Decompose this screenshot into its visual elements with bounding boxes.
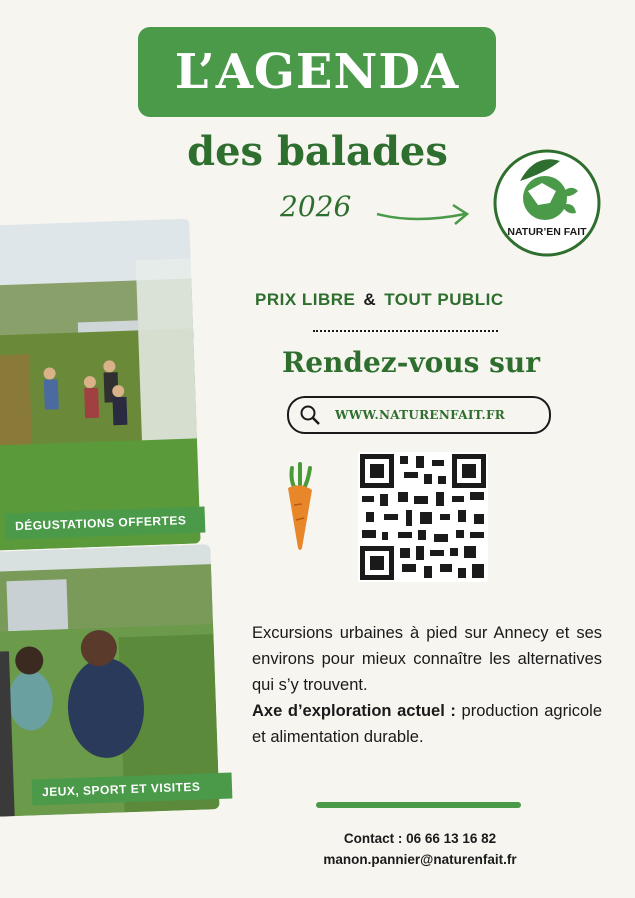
contact-email[interactable]: manon.pannier@naturenfait.fr [323,852,517,867]
price-audience-line [255,290,504,310]
price-label: PRIX LIBRE [255,290,356,309]
axis-label: Axe d’exploration actuel : [252,702,456,720]
year-label: 2026 [280,190,352,223]
axis-text: production agricole et alimentation durable. [252,702,603,746]
ampersand: & [363,290,377,309]
garden-photo-tasting [0,219,201,551]
website-url: WWW.NATURENFAIT.FR [335,408,506,422]
visits-tag: JEUX, SPORT ET VISITES [32,773,233,806]
tasting-tag: DÉGUSTATIONS OFFERTES [5,507,206,540]
naturenfait-logo [490,143,605,258]
page-subtitle: des balades [187,128,448,175]
audience-label: TOUT PUBLIC [384,290,504,309]
search-icon [299,404,321,426]
dotted-divider [313,330,498,332]
description-text: Excursions urbaines à pied sur Annecy et ses environs pour mieux connaître les alternatives qui s’y trouvent. [252,624,602,694]
contact-phone[interactable]: Contact : 06 66 13 16 82 [343,831,497,846]
carrot-icon [270,460,330,555]
website-link[interactable] [287,396,551,434]
arrow-right-icon [375,200,475,230]
green-divider [316,802,521,808]
qr-code[interactable] [358,452,488,582]
contact-block [290,828,550,870]
page-title: L’AGENDA [174,44,460,100]
rendezvous-heading: Rendez-vous sur [281,346,541,379]
description [252,620,602,750]
logo-text: NATUR’EN FAIT [507,226,587,238]
title-banner [138,27,496,117]
